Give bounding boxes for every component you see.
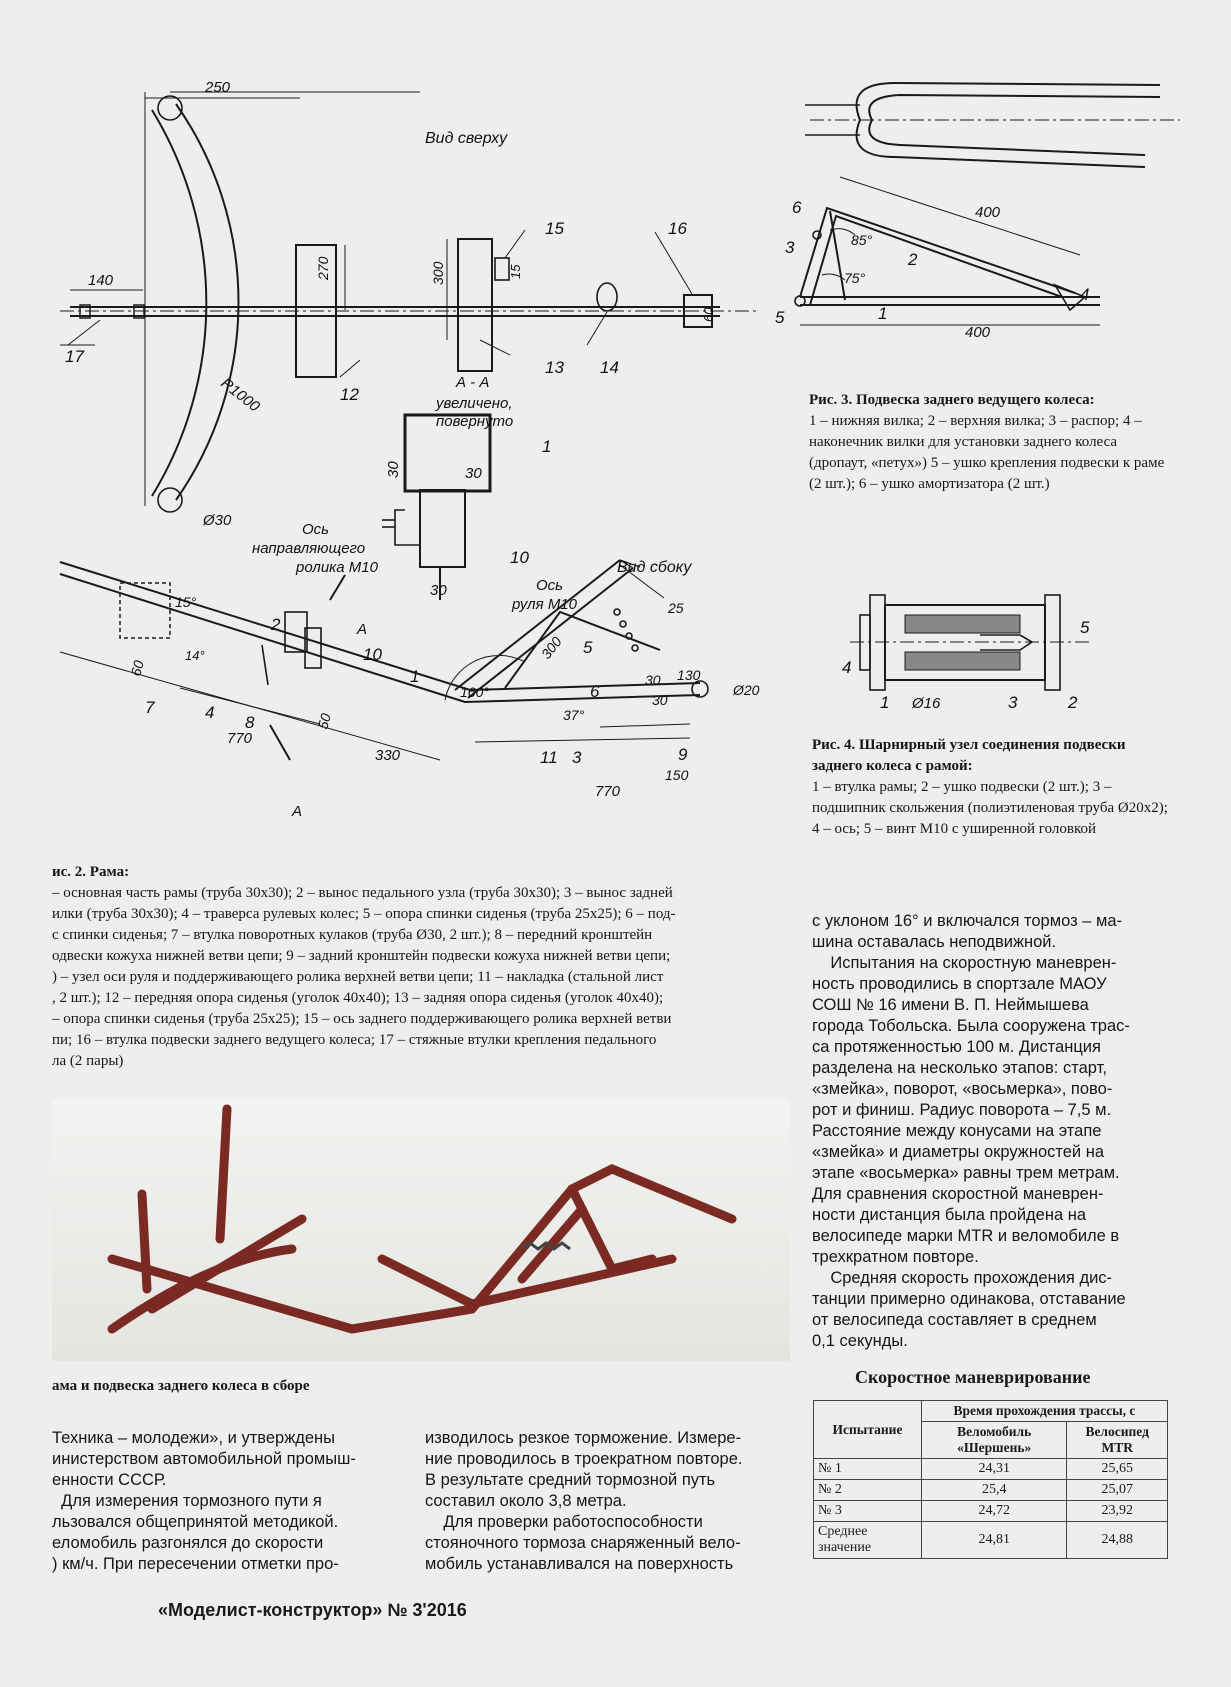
dim-60: 60: [701, 307, 716, 322]
table-row: [814, 1501, 1168, 1522]
dim-50: 50: [314, 711, 334, 731]
fig2-frame-drawing: [0, 0, 800, 840]
text-line: мобиль устанавливался на поверхность: [425, 1555, 734, 1573]
text-line: Испытания на скоростную маневрен-: [812, 954, 1117, 972]
dim-140: 140: [88, 272, 114, 289]
dim-770-a: 770: [227, 730, 253, 747]
side-view-label: Вид сбоку: [617, 559, 692, 576]
callout-7: 7: [145, 698, 155, 717]
callout-17: 17: [65, 347, 84, 366]
f3-callout-2: 2: [908, 250, 918, 269]
dim-770-b: 770: [595, 783, 621, 800]
dim-300: 300: [430, 261, 446, 285]
text-line: Техника – молодежи», и утверждены: [52, 1429, 336, 1447]
roller-axis-1: Ось: [302, 521, 330, 538]
f3-angle-85: 85°: [851, 232, 873, 248]
text-line: изводилось резкое торможение. Измере-: [425, 1429, 742, 1447]
text-line: Расстояние между конусами на этапе: [812, 1122, 1102, 1140]
cell-test: № 3: [814, 1501, 922, 1522]
cell-bike: 25,65: [1067, 1459, 1168, 1480]
f3-angle-75: 75°: [844, 270, 866, 286]
table-row: [814, 1480, 1168, 1501]
fig2-line: ла (2 пары): [52, 1053, 124, 1069]
text-line: еломобиль разгонялся до скорости: [52, 1534, 324, 1552]
wheel-axis-2: руля М10: [512, 596, 577, 613]
section-note-1: увеличено,: [436, 395, 513, 412]
fig3-suspension-drawing: [775, 75, 1200, 375]
callout-4: 4: [205, 703, 215, 722]
middle-column-text: [425, 1428, 795, 1575]
dim-30-d: 30: [645, 672, 661, 688]
top-view-label: Вид сверху: [425, 130, 508, 147]
fig2-line: пи; 16 – втулка подвески заднего ведущего колеса; 17 – стяжные втулки крепления педального: [52, 1032, 657, 1048]
text-line: «змейка», поворот, «восьмерка», пово-: [812, 1080, 1113, 1098]
wheel-axis-1: Ось: [536, 577, 564, 594]
callout-1-section: 1: [542, 437, 552, 456]
text-line: инистерством автомобильной промыш-: [52, 1450, 356, 1468]
cell-bike: 25,07: [1067, 1480, 1168, 1501]
fig4-hinge-drawing: [842, 590, 1140, 712]
callout-10-section: 10: [510, 548, 529, 567]
cell-velomobile: 24,81: [921, 1522, 1066, 1559]
f4-callout-4: 4: [842, 658, 852, 677]
callout-15: 15: [545, 219, 564, 238]
text-line: са протяженностью 100 м. Дистанция: [812, 1038, 1101, 1056]
text-line: этапе «восьмерка» равны трем метрам.: [812, 1164, 1120, 1182]
speed-table-title: Скоростное маневрирование: [855, 1367, 1091, 1387]
text-line: рот и финиш. Радиус поворота – 7,5 м.: [812, 1101, 1112, 1119]
dim-25: 25: [668, 600, 684, 616]
callout-10: 10: [363, 645, 382, 664]
dim-130: 130: [677, 667, 701, 683]
callout-13: 13: [545, 358, 564, 377]
callout-1: 1: [410, 667, 420, 686]
fig2-line: ) – узел оси руля и поддерживающего ролика верхней ветви цепи; 11 – накладка (стальной лист: [52, 969, 664, 985]
text-line: В результате средний тормозной путь: [425, 1471, 716, 1489]
fig3-caption: [809, 390, 1169, 495]
fig2-line: одвески кожуха нижней ветви цепи; 9 – задний кронштейн подвески кожуха нижней ветви цепи;: [52, 948, 671, 964]
text-line: Средняя скорость прохождения дис-: [812, 1269, 1113, 1287]
right-column-text: [812, 911, 1182, 1352]
text-line: СОШ № 16 имени В. П. Неймышева: [812, 996, 1089, 1014]
f3-callout-5: 5: [775, 308, 785, 327]
callout-8: 8: [245, 713, 255, 732]
f3-callout-1: 1: [878, 304, 888, 323]
dim-r1000: R1000: [217, 374, 263, 416]
text-line: шина оставалась неподвижной.: [812, 933, 1057, 951]
f4-callout-5: 5: [1080, 618, 1090, 637]
photo-caption: ама и подвеска заднего колеса в сборе: [52, 1378, 310, 1394]
text-line: трехкратном повторе.: [812, 1248, 979, 1266]
letter-a-top: А: [357, 621, 368, 638]
callout-16: 16: [668, 219, 687, 238]
text-line: ) км/ч. При пересечении отметки про-: [52, 1555, 339, 1573]
text-line: Для проверки работоспособности: [425, 1513, 703, 1531]
angle-14: 14°: [185, 648, 205, 663]
cell-test: № 2: [814, 1480, 922, 1501]
f3-dim-400-bottom: 400: [965, 324, 991, 341]
callout-12: 12: [340, 385, 359, 404]
text-line: «змейка» и диаметры окружностей на: [812, 1143, 1105, 1161]
callout-14: 14: [600, 358, 619, 377]
angle-15: 15°: [175, 594, 197, 610]
section-label: А - А: [456, 374, 490, 391]
f3-callout-3: 3: [785, 238, 795, 257]
dim-15: 15: [508, 264, 523, 279]
dim-150: 150: [665, 767, 689, 783]
dim-330: 330: [375, 747, 401, 764]
cell-velomobile: 25,4: [921, 1480, 1066, 1501]
text-line: составил около 3,8 метра.: [425, 1492, 627, 1510]
letter-a-bottom: А: [292, 803, 303, 820]
text-line: Для измерения тормозного пути я: [52, 1492, 322, 1510]
f3-dim-400-top: 400: [975, 204, 1001, 221]
fig4-caption: [812, 735, 1172, 840]
text-line: Для сравнения скоростной маневрен-: [812, 1185, 1104, 1203]
fig2-line: – основная часть рамы (труба 30х30); 2 – вынос педального узла (труба 30х30); 3 – вынос задней: [52, 885, 673, 901]
cell-velomobile: 24,31: [921, 1459, 1066, 1480]
dim-o20: Ø20: [733, 682, 760, 698]
fig3-body: 1 – нижняя вилка; 2 – верхняя вилка; 3 – распор; 4 – наконечник вилки для установки заднего колеса (дропаут, «петух») 5 – ушко крепления подвески к раме (2 шт.); 6 – ушко амортизатора (2 шт.): [809, 413, 1165, 492]
cell-velomobile: 24,72: [921, 1501, 1066, 1522]
dim-30-a: 30: [465, 465, 482, 482]
text-line: танции примерно одинакова, отставание: [812, 1290, 1126, 1308]
dim-30-b: 30: [385, 461, 402, 478]
text-line: ности дистанция была пройдена на: [812, 1206, 1087, 1224]
text-line: ность проводились в спортзале МАОУ: [812, 975, 1107, 993]
fig2-line: – опора спинки сиденья (труба 25х25); 15 – ось заднего поддерживающего ролика верхней ветви: [52, 1011, 672, 1027]
f3-callout-6: 6: [792, 198, 802, 217]
left-column-text: [52, 1428, 392, 1575]
callout-2: 2: [271, 615, 281, 634]
dim-o30: Ø30: [203, 512, 232, 529]
cell-bike: 24,88: [1067, 1522, 1168, 1559]
f4-callout-2: 2: [1068, 693, 1078, 712]
dim-270: 270: [315, 256, 331, 280]
group-header: Время прохождения трассы, с: [921, 1401, 1167, 1422]
text-line: енности СССР.: [52, 1471, 167, 1489]
roller-axis-2: направляющего: [252, 540, 366, 557]
dim-250: 250: [205, 79, 231, 96]
col-velomobile-header: Веломобиль «Шершень»: [921, 1422, 1066, 1459]
fig2-line: с спинки сиденья; 7 – втулка поворотных кулаков (труба Ø30, 2 шт.); 8 – передний кронштейн: [52, 927, 653, 943]
callout-6: 6: [590, 682, 600, 701]
speed-table: [813, 1400, 1168, 1559]
footer-issue: «Моделист-конструктор» № 3'2016: [158, 1600, 467, 1620]
f4-callout-1: 1: [880, 693, 890, 712]
callout-3: 3: [572, 748, 582, 767]
fig4-title: Рис. 4. Шарнирный узел соединения подвески заднего колеса с рамой:: [812, 737, 1126, 774]
dim-300-side: 300: [537, 633, 565, 662]
fig2-caption: [52, 862, 792, 1072]
cell-test: Среднее значение: [814, 1522, 922, 1559]
text-line: ние проводилось в троекратном повторе.: [425, 1450, 743, 1468]
text-line: стояночного тормоза снаряженный вело-: [425, 1534, 741, 1552]
cell-bike: 23,92: [1067, 1501, 1168, 1522]
text-line: с уклоном 16° и включался тормоз – ма-: [812, 912, 1122, 930]
dim-30-e: 30: [652, 692, 668, 708]
callout-9: 9: [678, 745, 688, 764]
table-row: [814, 1459, 1168, 1480]
section-note-2: повернуто: [436, 413, 514, 430]
angle-37: 37°: [563, 707, 585, 723]
callout-5: 5: [583, 638, 593, 657]
fig3-title: Рис. 3. Подвеска заднего ведущего колеса:: [809, 392, 1095, 408]
col-test-header: Испытание: [814, 1401, 922, 1459]
text-line: от велосипеда составляет в среднем: [812, 1311, 1097, 1329]
col-bike-header: Велосипед MTR: [1067, 1422, 1168, 1459]
f4-callout-3: 3: [1008, 693, 1018, 712]
table-row: [814, 1522, 1168, 1559]
text-line: 0,1 секунды.: [812, 1332, 908, 1350]
text-line: города Тобольска. Была сооружена трас-: [812, 1017, 1130, 1035]
dim-30-c: 30: [430, 582, 447, 599]
text-line: разделена на несколько этапов: старт,: [812, 1059, 1107, 1077]
fig4-body: 1 – втулка рамы; 2 – ушко подвески (2 шт.); 3 – подшипник скольжения (полиэтиленовая труба Ø20х2); 4 – ось; 5 – винт М10 с уширенной головкой: [812, 779, 1168, 837]
f4-dim-o16: Ø16: [912, 695, 941, 712]
roller-axis-3: ролика М10: [296, 559, 378, 576]
text-line: льзовался общепринятой методикой.: [52, 1513, 339, 1531]
fig2-line: илки (труба 30х30); 4 – траверса рулевых колес; 5 – опора спинки сиденья (труба 25х25); 6 – под-: [52, 906, 676, 922]
fig2-line: , 2 шт.); 12 – передняя опора сиденья (уголок 40х40); 13 – задняя опора сиденья (уголок 40х40);: [52, 990, 664, 1006]
text-line: велосипеде марки MTR и веломобиле в: [812, 1227, 1120, 1245]
frame-photo: [52, 1099, 790, 1361]
fig2-title: ис. 2. Рама:: [52, 864, 130, 880]
angle-160: 160°: [460, 684, 489, 700]
dim-60-side: 60: [127, 658, 147, 678]
cell-test: № 1: [814, 1459, 922, 1480]
f3-callout-4: 4: [1080, 285, 1090, 304]
callout-11: 11: [540, 748, 558, 767]
